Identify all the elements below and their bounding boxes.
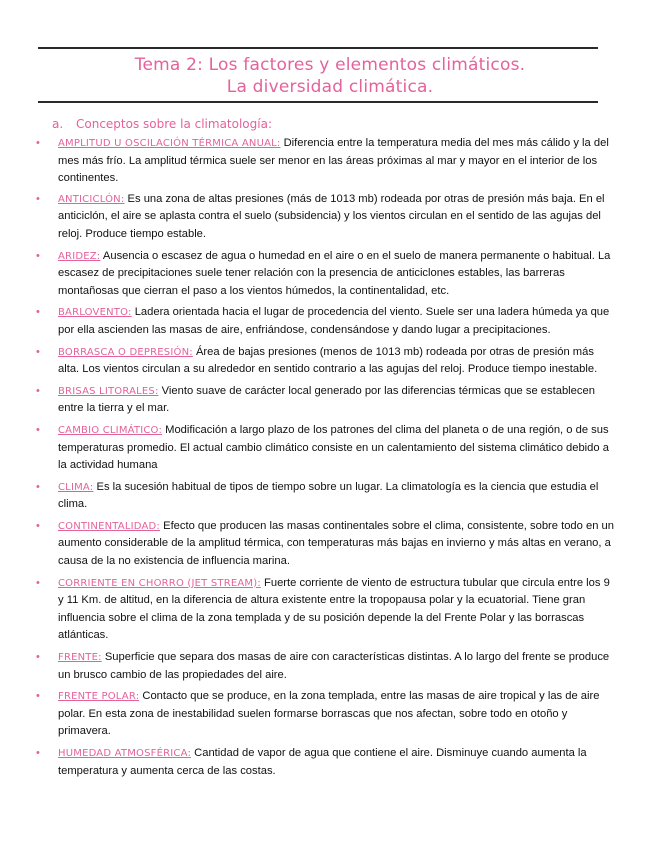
concept-definition: Viento suave de carácter local generado por las diferencias térmicas que se establecen entre la tierra y el mar.: [58, 384, 595, 415]
bullet-icon: •: [36, 306, 40, 319]
concept-term: AMPLITUD U OSCILACIÓN TÉRMICA ANUAL:: [58, 138, 281, 149]
bullet-icon: •: [36, 249, 40, 262]
concept-item: [36, 688, 616, 741]
concept-item: [36, 344, 616, 379]
concept-term: CAMBIO CLIMÁTICO:: [58, 424, 163, 436]
concept-list: [36, 135, 616, 784]
top-rule: [38, 47, 598, 49]
concept-term: CONTINENTALIDAD:: [58, 520, 160, 532]
concept-definition: Área de bajas presiones (menos de 1013 mb) rodeada por otras de presión más alta. Los vientos circulan a su alrededor en sentido contrario a las agujas del reloj. Produce tiempo inestable.: [58, 345, 598, 376]
bullet-icon: •: [36, 345, 40, 358]
concept-definition: Fuerte corriente de viento de estructura tubular que circula entre los 9 y 11 Km. de altitud, en la diferencia de altura existente entre la tropopausa polar y la ecuatorial. Tiene gran influencia sobre el clima de la zona templada y de su posición depende la del Frente Polar y las borrascas atlánticas.: [58, 576, 610, 642]
concept-item: [36, 518, 616, 571]
concept-definition: Ausencia o escasez de agua o humedad en el aire o en el suelo de manera permanente o habitual. La escasez de precipitaciones suele tener relación con la presencia de anticiclones estables, las barreras montañosas que cierran el paso a los vientos húmedos, la continentalidad, etc.: [58, 249, 611, 297]
bullet-icon: •: [36, 747, 40, 759]
concept-item: [36, 248, 616, 301]
concept-term: FRENTE:: [58, 652, 102, 664]
concept-item: [36, 422, 616, 475]
bullet-icon: •: [36, 423, 40, 436]
bullet-icon: •: [36, 192, 40, 205]
bullet-icon: •: [36, 651, 40, 664]
section-letter: a.: [52, 117, 64, 131]
concept-item: [36, 304, 616, 339]
page-title: [60, 54, 600, 98]
concept-term: BARLOVENTO:: [58, 307, 132, 319]
concept-definition: Es la sucesión habitual de tipos de tiempo sobre un lugar. La climatología es la ciencia que estudia el clima.: [58, 480, 599, 511]
concept-item: [36, 191, 616, 244]
bullet-icon: •: [36, 480, 40, 493]
concept-definition: Cantidad de vapor de agua que contiene el aire. Disminuye cuando aumenta la temperatura y aumenta cerca de las costas.: [58, 747, 587, 777]
bottom-rule: [38, 101, 598, 103]
title-line-1: Tema 2: Los factores y elementos climáticos.: [134, 55, 526, 75]
concept-item: [36, 135, 616, 188]
concept-item: [36, 479, 616, 514]
concept-definition: Ladera orientada hacia el lugar de procedencia del viento. Suele ser una ladera húmeda ya que por ella ascienden las masas de aire, enfriándose, condensándose y dando lugar a precipitaciones.: [58, 306, 610, 336]
concept-definition: Superficie que separa dos masas de aire con características distintas. A lo largo del frente se produce un brusco cambio de las propiedades del aire.: [58, 651, 610, 681]
concept-term: ANTICICLÓN:: [58, 193, 125, 205]
section-title: Conceptos sobre la climatología:: [76, 117, 272, 131]
concept-term: BORRASCA O DEPRESIÓN:: [58, 346, 193, 358]
bullet-icon: •: [36, 690, 40, 703]
concept-definition: Efecto que producen las masas continentales sobre el clima, consistente, sobre todo en un aumento considerable de la amplitud térmica, con temperaturas más bajas en invierno y más altas en verano, a causa de la no existencia de influencia marina.: [58, 519, 614, 568]
concept-definition: Modificación a largo plazo de los patrones del clima del planeta o de una región, o de sus temperaturas promedio. El actual cambio climático consiste en un calentamiento del sistema climático debido a la actividad humana: [58, 423, 609, 472]
concept-term: CLIMA:: [58, 481, 94, 493]
concept-item: [36, 575, 616, 645]
concept-item: [36, 383, 616, 418]
section-heading: [52, 117, 272, 131]
concept-term: BRISAS LITORALES:: [58, 385, 159, 397]
concept-item: [36, 745, 616, 780]
concept-definition: Contacto que se produce, en la zona templada, entre las masas de aire tropical y las de aire polar. En esta zona de inestabilidad suelen formarse borrascas que nos afectan, sobre todo en otoño y primavera.: [58, 690, 600, 738]
bullet-icon: •: [36, 519, 40, 532]
bullet-icon: •: [36, 384, 40, 397]
concept-term: ARIDEZ:: [58, 250, 101, 262]
bullet-icon: •: [36, 576, 40, 589]
bullet-icon: •: [36, 137, 40, 149]
title-line-2: La diversidad climática.: [226, 77, 434, 97]
concept-term: CORRIENTE EN CHORRO (JET STREAM):: [58, 577, 261, 589]
concept-term: FRENTE POLAR:: [58, 691, 140, 703]
concept-definition: Es una zona de altas presiones (más de 1013 mb) rodeada por otras de presión más baja. En el anticiclón, el aire se aplasta contra el suelo (subsidencia) y los vientos circulan en el sentido de las agujas del reloj. Produce tiempo estable.: [58, 192, 605, 240]
concept-term: HUMEDAD ATMOSFÉRICA:: [58, 748, 192, 759]
concept-definition: Diferencia entre la temperatura media del mes más cálido y la del mes más frío. La amplitud térmica suele ser menor en las áreas próximas al mar y mayor en el interior de los continentes.: [58, 137, 609, 185]
concept-item: [36, 649, 616, 684]
